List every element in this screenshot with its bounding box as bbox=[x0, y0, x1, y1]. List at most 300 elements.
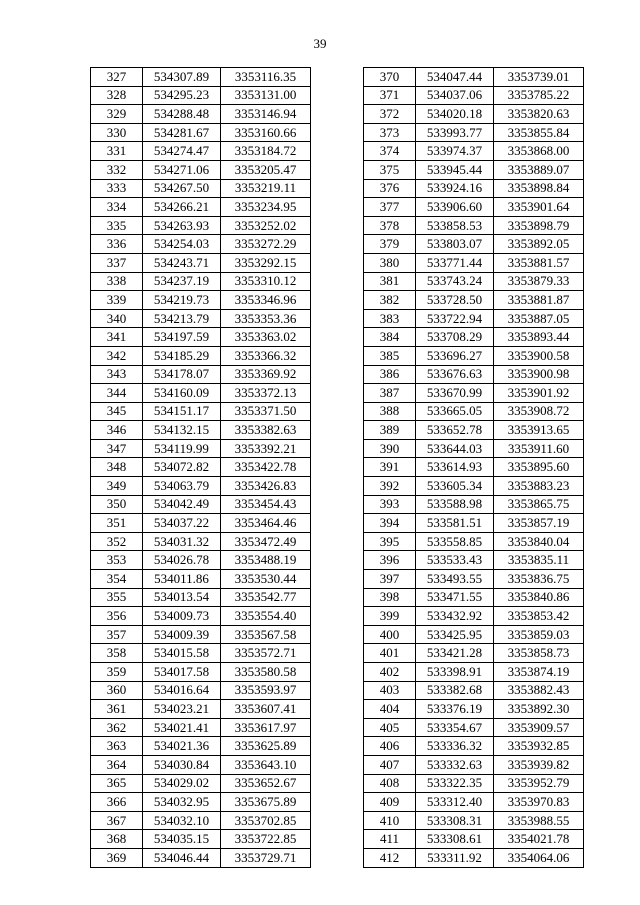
x-coordinate-cell: 533581.51 bbox=[416, 514, 494, 533]
y-coordinate-cell: 3353895.60 bbox=[494, 458, 584, 477]
table-row bbox=[364, 439, 584, 458]
point-number-cell: 359 bbox=[91, 663, 143, 682]
point-number-cell: 398 bbox=[364, 588, 416, 607]
x-coordinate-cell: 534017.58 bbox=[143, 663, 221, 682]
x-coordinate-cell: 534021.36 bbox=[143, 737, 221, 756]
x-coordinate-cell: 534037.06 bbox=[416, 86, 494, 105]
point-number-cell: 330 bbox=[91, 123, 143, 142]
x-coordinate-cell: 533614.93 bbox=[416, 458, 494, 477]
x-coordinate-cell: 533376.19 bbox=[416, 700, 494, 719]
y-coordinate-cell: 3353617.97 bbox=[221, 718, 311, 737]
point-number-cell: 331 bbox=[91, 142, 143, 161]
y-coordinate-cell: 3353160.66 bbox=[221, 123, 311, 142]
point-number-cell: 403 bbox=[364, 681, 416, 700]
point-number-cell: 408 bbox=[364, 774, 416, 793]
x-coordinate-cell: 533382.68 bbox=[416, 681, 494, 700]
table-row bbox=[91, 625, 311, 644]
point-number-cell: 388 bbox=[364, 402, 416, 421]
table-row bbox=[364, 365, 584, 384]
table-row bbox=[364, 774, 584, 793]
point-number-cell: 386 bbox=[364, 365, 416, 384]
x-coordinate-cell: 533945.44 bbox=[416, 160, 494, 179]
y-coordinate-cell: 3353868.00 bbox=[494, 142, 584, 161]
x-coordinate-cell: 533974.37 bbox=[416, 142, 494, 161]
y-coordinate-cell: 3353901.64 bbox=[494, 198, 584, 217]
y-coordinate-cell: 3353702.85 bbox=[221, 811, 311, 830]
y-coordinate-cell: 3353372.13 bbox=[221, 384, 311, 403]
table-row bbox=[91, 700, 311, 719]
point-number-cell: 379 bbox=[364, 235, 416, 254]
point-number-cell: 382 bbox=[364, 291, 416, 310]
point-number-cell: 390 bbox=[364, 439, 416, 458]
table-row bbox=[91, 811, 311, 830]
table-row bbox=[364, 105, 584, 124]
y-coordinate-cell: 3353729.71 bbox=[221, 848, 311, 867]
point-number-cell: 356 bbox=[91, 607, 143, 626]
point-number-cell: 405 bbox=[364, 718, 416, 737]
x-coordinate-cell: 533652.78 bbox=[416, 421, 494, 440]
y-coordinate-cell: 3353883.23 bbox=[494, 477, 584, 496]
table-row bbox=[91, 830, 311, 849]
point-number-cell: 404 bbox=[364, 700, 416, 719]
point-number-cell: 345 bbox=[91, 402, 143, 421]
table-row bbox=[364, 86, 584, 105]
y-coordinate-cell: 3353488.19 bbox=[221, 551, 311, 570]
y-coordinate-cell: 3354064.06 bbox=[494, 848, 584, 867]
x-coordinate-cell: 534013.54 bbox=[143, 588, 221, 607]
table-row bbox=[91, 681, 311, 700]
x-coordinate-cell: 534263.93 bbox=[143, 216, 221, 235]
point-number-cell: 351 bbox=[91, 514, 143, 533]
table-row bbox=[91, 68, 311, 87]
point-number-cell: 369 bbox=[91, 848, 143, 867]
point-number-cell: 350 bbox=[91, 495, 143, 514]
point-number-cell: 391 bbox=[364, 458, 416, 477]
point-number-cell: 364 bbox=[91, 755, 143, 774]
point-number-cell: 394 bbox=[364, 514, 416, 533]
y-coordinate-cell: 3353363.02 bbox=[221, 328, 311, 347]
x-coordinate-cell: 534185.29 bbox=[143, 346, 221, 365]
y-coordinate-cell: 3353900.98 bbox=[494, 365, 584, 384]
x-coordinate-cell: 533588.98 bbox=[416, 495, 494, 514]
y-coordinate-cell: 3353835.11 bbox=[494, 551, 584, 570]
point-number-cell: 333 bbox=[91, 179, 143, 198]
table-row bbox=[364, 198, 584, 217]
table-row bbox=[91, 644, 311, 663]
x-coordinate-cell: 534197.59 bbox=[143, 328, 221, 347]
table-row bbox=[364, 458, 584, 477]
table-row bbox=[91, 439, 311, 458]
table-row bbox=[91, 309, 311, 328]
table-row bbox=[364, 421, 584, 440]
y-coordinate-cell: 3353900.58 bbox=[494, 346, 584, 365]
x-coordinate-cell: 534132.15 bbox=[143, 421, 221, 440]
table-row bbox=[364, 755, 584, 774]
x-coordinate-cell: 534046.44 bbox=[143, 848, 221, 867]
x-coordinate-cell: 534063.79 bbox=[143, 477, 221, 496]
x-coordinate-cell: 533311.92 bbox=[416, 848, 494, 867]
table-row bbox=[91, 737, 311, 756]
point-number-cell: 406 bbox=[364, 737, 416, 756]
point-number-cell: 341 bbox=[91, 328, 143, 347]
point-number-cell: 336 bbox=[91, 235, 143, 254]
point-number-cell: 383 bbox=[364, 309, 416, 328]
x-coordinate-cell: 533771.44 bbox=[416, 253, 494, 272]
x-coordinate-cell: 534295.23 bbox=[143, 86, 221, 105]
table-row bbox=[364, 718, 584, 737]
table-row bbox=[364, 644, 584, 663]
y-coordinate-cell: 3353366.32 bbox=[221, 346, 311, 365]
x-coordinate-cell: 533993.77 bbox=[416, 123, 494, 142]
point-number-cell: 392 bbox=[364, 477, 416, 496]
y-coordinate-cell: 3353909.57 bbox=[494, 718, 584, 737]
point-number-cell: 363 bbox=[91, 737, 143, 756]
y-coordinate-cell: 3353840.86 bbox=[494, 588, 584, 607]
x-coordinate-cell: 534219.73 bbox=[143, 291, 221, 310]
coordinates-table-right bbox=[363, 67, 584, 868]
x-coordinate-cell: 533665.05 bbox=[416, 402, 494, 421]
x-coordinate-cell: 533676.63 bbox=[416, 365, 494, 384]
x-coordinate-cell: 533728.50 bbox=[416, 291, 494, 310]
y-coordinate-cell: 3353952.79 bbox=[494, 774, 584, 793]
table-row bbox=[91, 477, 311, 496]
table-row bbox=[91, 588, 311, 607]
x-coordinate-cell: 533336.32 bbox=[416, 737, 494, 756]
y-coordinate-cell: 3353652.67 bbox=[221, 774, 311, 793]
y-coordinate-cell: 3353836.75 bbox=[494, 570, 584, 589]
table-row bbox=[91, 272, 311, 291]
y-coordinate-cell: 3353234.95 bbox=[221, 198, 311, 217]
y-coordinate-cell: 3353882.43 bbox=[494, 681, 584, 700]
table-row bbox=[364, 253, 584, 272]
point-number-cell: 399 bbox=[364, 607, 416, 626]
x-coordinate-cell: 533471.55 bbox=[416, 588, 494, 607]
point-number-cell: 365 bbox=[91, 774, 143, 793]
table-row bbox=[91, 421, 311, 440]
point-number-cell: 352 bbox=[91, 532, 143, 551]
y-coordinate-cell: 3353857.19 bbox=[494, 514, 584, 533]
y-coordinate-cell: 3353939.82 bbox=[494, 755, 584, 774]
table-row bbox=[364, 830, 584, 849]
x-coordinate-cell: 534032.95 bbox=[143, 793, 221, 812]
x-coordinate-cell: 534032.10 bbox=[143, 811, 221, 830]
table-row bbox=[364, 811, 584, 830]
y-coordinate-cell: 3353184.72 bbox=[221, 142, 311, 161]
point-number-cell: 361 bbox=[91, 700, 143, 719]
y-coordinate-cell: 3353901.92 bbox=[494, 384, 584, 403]
point-number-cell: 367 bbox=[91, 811, 143, 830]
point-number-cell: 373 bbox=[364, 123, 416, 142]
point-number-cell: 381 bbox=[364, 272, 416, 291]
y-coordinate-cell: 3354021.78 bbox=[494, 830, 584, 849]
point-number-cell: 407 bbox=[364, 755, 416, 774]
point-number-cell: 375 bbox=[364, 160, 416, 179]
table-row bbox=[364, 793, 584, 812]
table-row bbox=[91, 346, 311, 365]
y-coordinate-cell: 3353908.72 bbox=[494, 402, 584, 421]
y-coordinate-cell: 3353874.19 bbox=[494, 663, 584, 682]
point-number-cell: 412 bbox=[364, 848, 416, 867]
y-coordinate-cell: 3353131.00 bbox=[221, 86, 311, 105]
x-coordinate-cell: 533605.34 bbox=[416, 477, 494, 496]
y-coordinate-cell: 3353865.75 bbox=[494, 495, 584, 514]
y-coordinate-cell: 3353855.84 bbox=[494, 123, 584, 142]
point-number-cell: 327 bbox=[91, 68, 143, 87]
x-coordinate-cell: 534267.50 bbox=[143, 179, 221, 198]
x-coordinate-cell: 534160.09 bbox=[143, 384, 221, 403]
y-coordinate-cell: 3353572.71 bbox=[221, 644, 311, 663]
table-row bbox=[91, 179, 311, 198]
x-coordinate-cell: 533354.67 bbox=[416, 718, 494, 737]
table-row bbox=[364, 142, 584, 161]
x-coordinate-cell: 534009.39 bbox=[143, 625, 221, 644]
point-number-cell: 332 bbox=[91, 160, 143, 179]
x-coordinate-cell: 533308.31 bbox=[416, 811, 494, 830]
x-coordinate-cell: 534009.73 bbox=[143, 607, 221, 626]
point-number-cell: 385 bbox=[364, 346, 416, 365]
point-number-cell: 346 bbox=[91, 421, 143, 440]
point-number-cell: 378 bbox=[364, 216, 416, 235]
x-coordinate-cell: 533332.63 bbox=[416, 755, 494, 774]
x-coordinate-cell: 534072.82 bbox=[143, 458, 221, 477]
table-row bbox=[364, 495, 584, 514]
x-coordinate-cell: 533803.07 bbox=[416, 235, 494, 254]
y-coordinate-cell: 3353913.65 bbox=[494, 421, 584, 440]
x-coordinate-cell: 534029.02 bbox=[143, 774, 221, 793]
table-row bbox=[364, 235, 584, 254]
table-row bbox=[364, 663, 584, 682]
y-coordinate-cell: 3353472.49 bbox=[221, 532, 311, 551]
y-coordinate-cell: 3353898.79 bbox=[494, 216, 584, 235]
point-number-cell: 371 bbox=[364, 86, 416, 105]
table-row bbox=[91, 793, 311, 812]
table-row bbox=[91, 551, 311, 570]
y-coordinate-cell: 3353911.60 bbox=[494, 439, 584, 458]
x-coordinate-cell: 533708.29 bbox=[416, 328, 494, 347]
table-row bbox=[364, 625, 584, 644]
point-number-cell: 409 bbox=[364, 793, 416, 812]
x-coordinate-cell: 534015.58 bbox=[143, 644, 221, 663]
table-row bbox=[364, 179, 584, 198]
x-coordinate-cell: 533493.55 bbox=[416, 570, 494, 589]
table-row bbox=[364, 588, 584, 607]
table-row bbox=[364, 216, 584, 235]
y-coordinate-cell: 3353970.83 bbox=[494, 793, 584, 812]
y-coordinate-cell: 3353892.05 bbox=[494, 235, 584, 254]
point-number-cell: 339 bbox=[91, 291, 143, 310]
point-number-cell: 387 bbox=[364, 384, 416, 403]
point-number-cell: 358 bbox=[91, 644, 143, 663]
y-coordinate-cell: 3353881.57 bbox=[494, 253, 584, 272]
point-number-cell: 376 bbox=[364, 179, 416, 198]
table-row bbox=[91, 532, 311, 551]
x-coordinate-cell: 533906.60 bbox=[416, 198, 494, 217]
table-row bbox=[364, 607, 584, 626]
point-number-cell: 374 bbox=[364, 142, 416, 161]
point-number-cell: 372 bbox=[364, 105, 416, 124]
y-coordinate-cell: 3353593.97 bbox=[221, 681, 311, 700]
x-coordinate-cell: 534237.19 bbox=[143, 272, 221, 291]
y-coordinate-cell: 3353530.44 bbox=[221, 570, 311, 589]
x-coordinate-cell: 533398.91 bbox=[416, 663, 494, 682]
y-coordinate-cell: 3353853.42 bbox=[494, 607, 584, 626]
y-coordinate-cell: 3353625.89 bbox=[221, 737, 311, 756]
y-coordinate-cell: 3353116.35 bbox=[221, 68, 311, 87]
table-row bbox=[364, 848, 584, 867]
y-coordinate-cell: 3353898.84 bbox=[494, 179, 584, 198]
table-row bbox=[91, 718, 311, 737]
point-number-cell: 402 bbox=[364, 663, 416, 682]
table-row bbox=[364, 570, 584, 589]
table-row bbox=[364, 551, 584, 570]
point-number-cell: 340 bbox=[91, 309, 143, 328]
table-row bbox=[91, 142, 311, 161]
x-coordinate-cell: 534254.03 bbox=[143, 235, 221, 254]
table-row bbox=[91, 458, 311, 477]
point-number-cell: 377 bbox=[364, 198, 416, 217]
table-row bbox=[91, 123, 311, 142]
point-number-cell: 354 bbox=[91, 570, 143, 589]
x-coordinate-cell: 533322.35 bbox=[416, 774, 494, 793]
x-coordinate-cell: 533743.24 bbox=[416, 272, 494, 291]
x-coordinate-cell: 533432.92 bbox=[416, 607, 494, 626]
y-coordinate-cell: 3353542.77 bbox=[221, 588, 311, 607]
point-number-cell: 395 bbox=[364, 532, 416, 551]
point-number-cell: 400 bbox=[364, 625, 416, 644]
page-number: 39 bbox=[313, 36, 327, 51]
table-row bbox=[91, 607, 311, 626]
point-number-cell: 370 bbox=[364, 68, 416, 87]
point-number-cell: 362 bbox=[91, 718, 143, 737]
x-coordinate-cell: 534023.21 bbox=[143, 700, 221, 719]
y-coordinate-cell: 3353353.36 bbox=[221, 309, 311, 328]
point-number-cell: 338 bbox=[91, 272, 143, 291]
y-coordinate-cell: 3353371.50 bbox=[221, 402, 311, 421]
x-coordinate-cell: 534288.48 bbox=[143, 105, 221, 124]
x-coordinate-cell: 533425.95 bbox=[416, 625, 494, 644]
y-coordinate-cell: 3353580.58 bbox=[221, 663, 311, 682]
x-coordinate-cell: 534037.22 bbox=[143, 514, 221, 533]
table-row bbox=[91, 570, 311, 589]
y-coordinate-cell: 3353840.04 bbox=[494, 532, 584, 551]
x-coordinate-cell: 534271.06 bbox=[143, 160, 221, 179]
table-row bbox=[91, 86, 311, 105]
point-number-cell: 389 bbox=[364, 421, 416, 440]
y-coordinate-cell: 3353146.94 bbox=[221, 105, 311, 124]
table-row bbox=[364, 700, 584, 719]
y-coordinate-cell: 3353887.05 bbox=[494, 309, 584, 328]
x-coordinate-cell: 534042.49 bbox=[143, 495, 221, 514]
x-coordinate-cell: 534119.99 bbox=[143, 439, 221, 458]
y-coordinate-cell: 3353205.47 bbox=[221, 160, 311, 179]
table-row bbox=[91, 235, 311, 254]
table-row bbox=[364, 402, 584, 421]
y-coordinate-cell: 3353346.96 bbox=[221, 291, 311, 310]
point-number-cell: 347 bbox=[91, 439, 143, 458]
table-row bbox=[364, 291, 584, 310]
point-number-cell: 353 bbox=[91, 551, 143, 570]
table-row bbox=[364, 160, 584, 179]
x-coordinate-cell: 534031.32 bbox=[143, 532, 221, 551]
y-coordinate-cell: 3353382.63 bbox=[221, 421, 311, 440]
y-coordinate-cell: 3353892.30 bbox=[494, 700, 584, 719]
x-coordinate-cell: 534151.17 bbox=[143, 402, 221, 421]
x-coordinate-cell: 533644.03 bbox=[416, 439, 494, 458]
y-coordinate-cell: 3353252.02 bbox=[221, 216, 311, 235]
table-row bbox=[364, 681, 584, 700]
y-coordinate-cell: 3353426.83 bbox=[221, 477, 311, 496]
point-number-cell: 380 bbox=[364, 253, 416, 272]
point-number-cell: 335 bbox=[91, 216, 143, 235]
table-row bbox=[91, 514, 311, 533]
point-number-cell: 355 bbox=[91, 588, 143, 607]
y-coordinate-cell: 3353643.10 bbox=[221, 755, 311, 774]
y-coordinate-cell: 3353988.55 bbox=[494, 811, 584, 830]
y-coordinate-cell: 3353392.21 bbox=[221, 439, 311, 458]
x-coordinate-cell: 534035.15 bbox=[143, 830, 221, 849]
x-coordinate-cell: 534021.41 bbox=[143, 718, 221, 737]
table-row bbox=[364, 272, 584, 291]
x-coordinate-cell: 534243.71 bbox=[143, 253, 221, 272]
x-coordinate-cell: 534307.89 bbox=[143, 68, 221, 87]
table-row bbox=[91, 402, 311, 421]
table-row bbox=[91, 328, 311, 347]
point-number-cell: 384 bbox=[364, 328, 416, 347]
x-coordinate-cell: 534274.47 bbox=[143, 142, 221, 161]
table-row bbox=[364, 477, 584, 496]
table-row bbox=[91, 216, 311, 235]
y-coordinate-cell: 3353858.73 bbox=[494, 644, 584, 663]
y-coordinate-cell: 3353859.03 bbox=[494, 625, 584, 644]
y-coordinate-cell: 3353292.15 bbox=[221, 253, 311, 272]
point-number-cell: 393 bbox=[364, 495, 416, 514]
table-row bbox=[91, 105, 311, 124]
table-row bbox=[91, 755, 311, 774]
x-coordinate-cell: 533722.94 bbox=[416, 309, 494, 328]
point-number-cell: 334 bbox=[91, 198, 143, 217]
point-number-cell: 411 bbox=[364, 830, 416, 849]
point-number-cell: 344 bbox=[91, 384, 143, 403]
y-coordinate-cell: 3353932.85 bbox=[494, 737, 584, 756]
table-row bbox=[364, 532, 584, 551]
table-row bbox=[91, 291, 311, 310]
y-coordinate-cell: 3353881.87 bbox=[494, 291, 584, 310]
x-coordinate-cell: 533421.28 bbox=[416, 644, 494, 663]
x-coordinate-cell: 533696.27 bbox=[416, 346, 494, 365]
point-number-cell: 343 bbox=[91, 365, 143, 384]
y-coordinate-cell: 3353879.33 bbox=[494, 272, 584, 291]
x-coordinate-cell: 534026.78 bbox=[143, 551, 221, 570]
point-number-cell: 337 bbox=[91, 253, 143, 272]
table-row bbox=[91, 160, 311, 179]
point-number-cell: 357 bbox=[91, 625, 143, 644]
table-row bbox=[91, 663, 311, 682]
table-row bbox=[91, 384, 311, 403]
y-coordinate-cell: 3353722.85 bbox=[221, 830, 311, 849]
point-number-cell: 342 bbox=[91, 346, 143, 365]
point-number-cell: 366 bbox=[91, 793, 143, 812]
x-coordinate-cell: 533858.53 bbox=[416, 216, 494, 235]
y-coordinate-cell: 3353739.01 bbox=[494, 68, 584, 87]
point-number-cell: 410 bbox=[364, 811, 416, 830]
point-number-cell: 349 bbox=[91, 477, 143, 496]
table-row bbox=[91, 848, 311, 867]
x-coordinate-cell: 533924.16 bbox=[416, 179, 494, 198]
y-coordinate-cell: 3353369.92 bbox=[221, 365, 311, 384]
y-coordinate-cell: 3353889.07 bbox=[494, 160, 584, 179]
x-coordinate-cell: 533558.85 bbox=[416, 532, 494, 551]
point-number-cell: 348 bbox=[91, 458, 143, 477]
